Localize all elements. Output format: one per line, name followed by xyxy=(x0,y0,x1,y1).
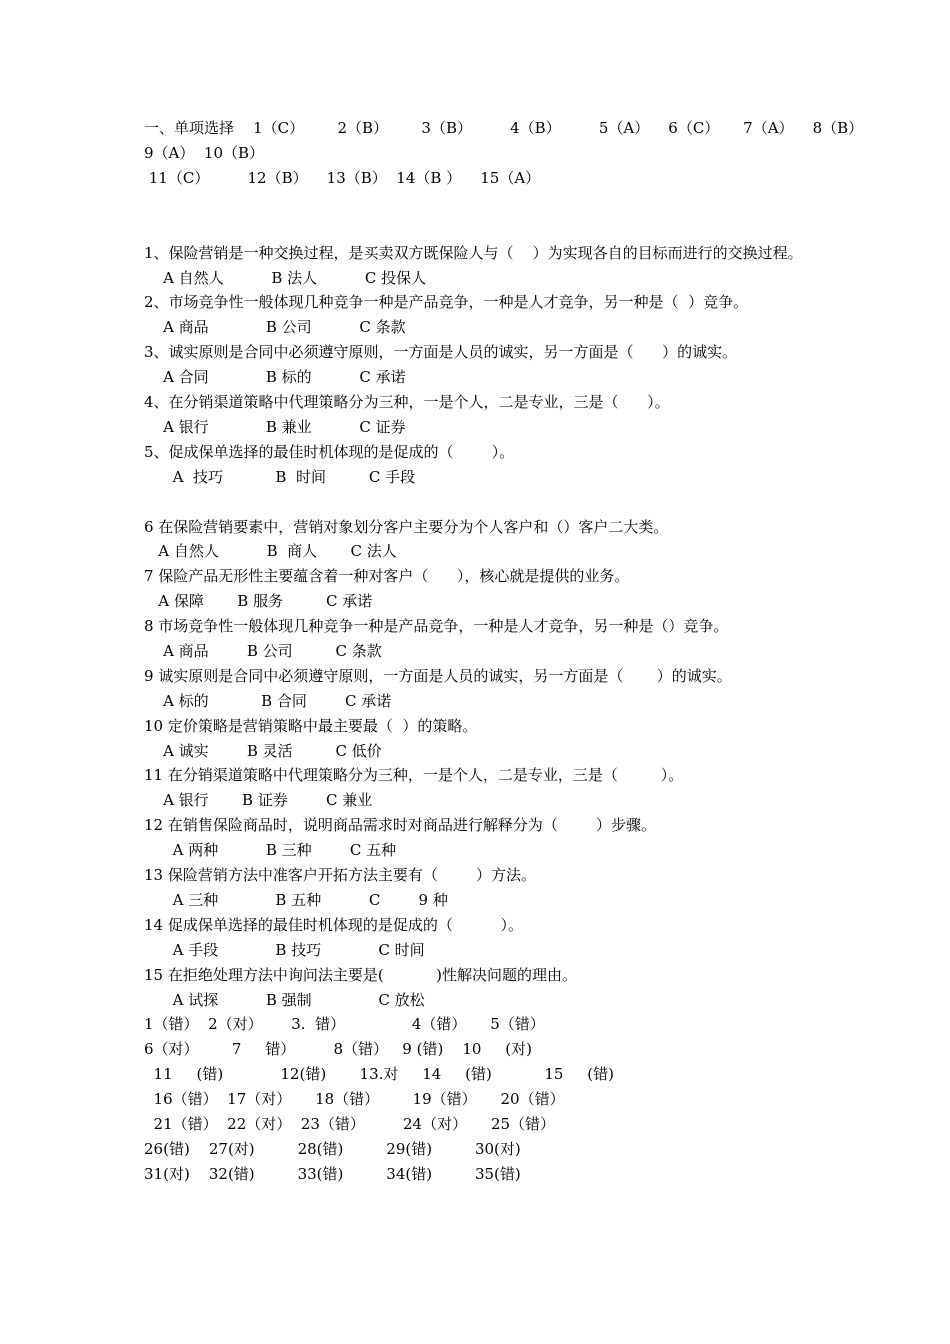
question-10-stem: 10 定价策略是营销策略中最主要最（ ）的策略。 xyxy=(144,717,478,735)
question-11-options: A 银行 B 证券 C 兼业 xyxy=(144,791,373,809)
answer-key-line-1: 一、单项选择 1（C） 2（B） 3（B） 4（B） 5（A） 6（C） 7（A） 8（B） xyxy=(144,119,864,137)
question-5-stem: 5、促成保单选择的最佳时机体现的是促成的（ ）。 xyxy=(144,443,515,461)
question-7-stem: 7 保险产品无形性主要蕴含着一种对客户（ ），核心就是提供的业务。 xyxy=(144,567,630,585)
question-13-stem: 13 保险营销方法中准客户开拓方法主要有（ ）方法。 xyxy=(144,866,537,884)
question-12-stem: 12 在销售保险商品时，说明商品需求时对商品进行解释分为（ ）步骤。 xyxy=(144,816,657,834)
question-9-options: A 标的 B 合同 C 承诺 xyxy=(144,692,392,710)
judgement-key-line-5: 21（错） 22（对） 23（错） 24（对） 25（错） xyxy=(144,1115,556,1133)
question-15-options: A 试探 B 强制 C 放松 xyxy=(144,991,425,1009)
question-12-options: A 两种 B 三种 C 五种 xyxy=(144,841,397,859)
question-7-options: A 保障 B 服务 C 承诺 xyxy=(144,592,373,610)
question-11-stem: 11 在分销渠道策略中代理策略分为三种，一是个人，二是专业，三是（ ）。 xyxy=(144,766,684,784)
judgement-key-line-1: 1（错） 2（对） 3. 错） 4（错） 5（错） xyxy=(144,1015,545,1033)
question-4-stem: 4、在分销渠道策略中代理策略分为三种，一是个人，二是专业，三是（ ）。 xyxy=(144,393,670,411)
question-9-stem: 9 诚实原则是合同中必须遵守原则，一方面是人员的诚实，另一方面是（ ）的诚实。 xyxy=(144,667,732,685)
judgement-key-line-2: 6（对） 7 错） 8（错） 9 (错) 10 (对) xyxy=(144,1040,533,1058)
question-3-options: A 合同 B 标的 C 承诺 xyxy=(144,368,406,386)
question-15-stem: 15 在拒绝处理方法中询问法主要是( )性解决问题的理由。 xyxy=(144,966,578,984)
question-1-options: A 自然人 B 法人 C 投保人 xyxy=(144,269,427,287)
question-1-stem: 1、保险营销是一种交换过程，是买卖双方既保险人与（ ）为实现各自的目标而进行的交换过程。 xyxy=(144,244,803,262)
question-10-options: A 诚实 B 灵活 C 低价 xyxy=(144,742,382,760)
question-2-options: A 商品 B 公司 C 条款 xyxy=(144,318,406,336)
judgement-key-line-7: 31(对) 32(错) 33(错) 34(错) 35(错) xyxy=(144,1165,521,1183)
answer-key-line-2: 9（A） 10（B） xyxy=(144,144,265,162)
question-3-stem: 3、诚实原则是合同中必须遵守原则，一方面是人员的诚实，另一方面是（ ）的诚实。 xyxy=(144,343,738,361)
question-14-options: A 手段 B 技巧 C 时间 xyxy=(144,941,425,959)
question-6-stem: 6 在保险营销要素中，营销对象划分客户主要分为个人客户和（）客户二大类。 xyxy=(144,518,669,536)
judgement-key-line-4: 16（错） 17（对） 18（错） 19（错） 20（错） xyxy=(144,1090,565,1108)
question-5-options: A 技巧 B 时间 C 手段 xyxy=(144,468,416,486)
question-6-options: A 自然人 B 商人 C 法人 xyxy=(144,542,397,560)
judgement-key-line-6: 26(错) 27(对) 28(错) 29(错) 30(对) xyxy=(144,1140,521,1158)
answer-key-line-3: 11（C） 12（B） 13（B） 14（B ） 15（A） xyxy=(144,169,541,187)
question-8-options: A 商品 B 公司 C 条款 xyxy=(144,642,382,660)
judgement-key-line-3: 11 (错) 12(错) 13.对 14 (错) 15 (错) xyxy=(144,1065,614,1083)
question-8-stem: 8 市场竞争性一般体现几种竞争一种是产品竞争，一种是人才竞争，另一种是（）竞争。 xyxy=(144,617,729,635)
question-2-stem: 2、市场竞争性一般体现几种竞争一种是产品竞争，一种是人才竞争，另一种是（ ）竞争。 xyxy=(144,293,749,311)
question-13-options: A 三种 B 五种 C 9 种 xyxy=(144,891,448,909)
question-14-stem: 14 促成保单选择的最佳时机体现的是促成的（ ）。 xyxy=(144,916,524,934)
question-4-options: A 银行 B 兼业 C 证券 xyxy=(144,418,406,436)
